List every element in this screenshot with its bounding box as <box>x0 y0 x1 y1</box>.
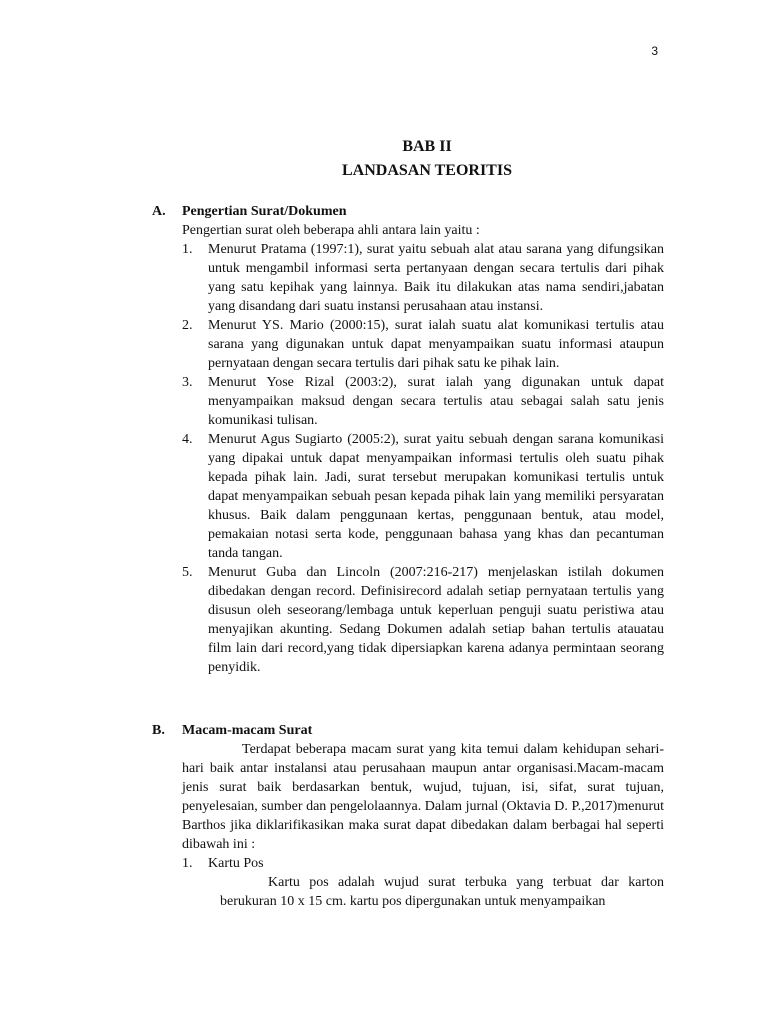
sub-item-text: Kartu pos adalah wujud surat terbuka yang terbuat dar karton berukuran 10 x 15 cm. kartu pos dipergunakan untuk menyampaikan <box>220 875 664 909</box>
item-number: 2. <box>182 318 193 333</box>
list-item <box>182 430 664 563</box>
chapter-number: BAB II <box>402 138 452 155</box>
section-a-intro: Pengertian surat oleh beberapa ahli antara lain yaitu : <box>182 223 480 238</box>
sub-item-heading: Kartu Pos <box>208 856 264 871</box>
sub-item-kartu-pos <box>182 854 664 873</box>
item-text: Menurut Agus Sugiarto (2005:2), surat yaitu sebuah dengan sarana komunikasi yang dipakai untuk dapat menyampaikan informasi tertulis oleh suatu pihak kepada pihak lain. Jadi, surat tersebut merupakan komunikasi tertulis untuk dapat menyampaikan sebuah pesan kepada pihak lain yang memiliki persyaratan khusus. Baik dalam penggunaan kertas, penggunaan bentuk, atau model, pemakaian notasi serta kode, penggunaan bahasa yang khas dan pecantuman tanda tangan. <box>208 432 664 561</box>
section-a-body <box>182 221 664 677</box>
item-number: 1. <box>182 242 193 257</box>
chapter-title: LANDASAN TEORITIS <box>342 162 512 179</box>
item-number: 5. <box>182 565 193 580</box>
section-b-heading: Macam-macam Surat <box>182 723 313 738</box>
item-text: Menurut Guba dan Lincoln (2007:216-217) menjelaskan istilah dokumen dibedakan dengan record. Definisirecord adalah setiap pernyataan tertulis yang disusun oleh seseorang/lembaga untuk keperluan penguji suatu peristiwa atau menyajikan akunting. Sedang Dokumen adalah setiap bahan tertulis atauatau film lain dari record,yang tidak dipersiapkan karena adanya permintaan seorang penyidik. <box>208 565 664 675</box>
item-number: 4. <box>182 432 193 447</box>
list-item <box>182 316 664 373</box>
section-b-body <box>182 740 664 911</box>
sub-item-number: 1. <box>182 856 193 871</box>
list-item <box>182 373 664 430</box>
item-text: Menurut Yose Rizal (2003:2), surat ialah yang digunakan untuk dapat menyampaikan maksud dengan secara tertulis atau sebagai salah satu jenis komunikasi tulisan. <box>208 375 664 428</box>
section-a-heading: Pengertian Surat/Dokumen <box>182 204 347 219</box>
list-item <box>182 563 664 677</box>
page-number: 3 <box>651 44 658 58</box>
list-item <box>182 240 664 316</box>
section-b-label: B. <box>152 723 165 738</box>
definition-list <box>182 240 664 677</box>
item-text: Menurut Pratama (1997:1), surat yaitu sebuah alat atau sarana yang difungsikan untuk mengambil informasi serta pertanyaan dengan secara tertulis dari pihak yang satu kepihak yang lainnya. Baik itu dilakukan atas nama sendiri,jabatan yang disandang dari suatu instansi perusahaan atau instansi. <box>208 242 664 314</box>
item-number: 3. <box>182 375 193 390</box>
item-text: Menurut YS. Mario (2000:15), surat ialah suatu alat komunikasi tertulis atau sarana yang digunakan untuk dapat menyampaikan suatu informasi ataupun pernyataan dengan secara tertulis dari pihak satu ke pihak lain. <box>208 318 664 371</box>
section-b-paragraph: Terdapat beberapa macam surat yang kita temui dalam kehidupan sehari-hari baik antar instalansi atau perusahaan maupun antar organisasi.Macam-macam jenis surat baik berdasarkan bentuk, wujud, tujuan, isi, sifat, surat tujuan, penyelesaian, sumber dan pengelolaannya. Dalam jurnal (Oktavia D. P.,2017)menurut Barthos jika diklarifikasikan maka surat dapat dibedakan dalam berbagai hal seperti dibawah ini : <box>182 742 664 852</box>
section-a-label: A. <box>152 204 166 219</box>
